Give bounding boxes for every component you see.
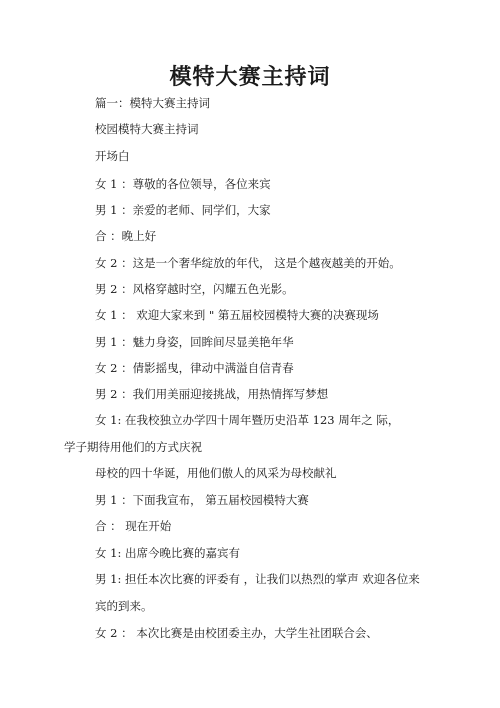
text-line: 男 1 ：魅力身姿，回眸间尽显美艳年华 bbox=[95, 335, 294, 349]
text-line: 女 1: 出席今晚比赛的嘉宾有 bbox=[95, 546, 241, 560]
text-line: 开场白 bbox=[95, 149, 130, 163]
text-line: 篇一：模特大赛主持词 bbox=[95, 96, 210, 110]
text-line: 女 1 ：尊敬的各位领导，各位来宾 bbox=[95, 177, 271, 191]
text-line: 学子期待用他们的方式庆祝 bbox=[64, 440, 202, 454]
text-line: 男 2 ：我们用美丽迎接挑战，用热情挥写梦想 bbox=[95, 387, 329, 401]
document-title: 模特大赛主持词 bbox=[169, 65, 331, 90]
text-line: 母校的四十华诞，用他们傲人的风采为母校献礼 bbox=[95, 466, 337, 480]
text-line: 宾的到来。 bbox=[95, 599, 153, 613]
text-line: 男 2 ：风格穿越时空，闪耀五色光影。 bbox=[95, 282, 294, 296]
text-line: 合 ：晚上好 bbox=[95, 229, 157, 243]
text-line: 女 1 ： 欢迎大家来到 " 第五届校园模特大赛的决赛现场 bbox=[95, 308, 379, 322]
text-line: 男 1 ：亲爱的老师、同学们，大家 bbox=[95, 203, 271, 217]
text-line: 男 1 ：下面我宣布， 第五届校园模特大赛 bbox=[95, 493, 309, 507]
text-line: 校园模特大赛主持词 bbox=[95, 122, 199, 136]
text-line: 女 2 ：倩影摇曳，律动中满溢自信青春 bbox=[95, 361, 294, 375]
text-line: 合 ： 现在开始 bbox=[95, 519, 172, 533]
text-line: 男 1: 担任本次比赛的评委有 ，让我们以热烈的掌声 欢迎各位来 bbox=[95, 572, 420, 586]
text-line: 女 2 ：这是一个奢华绽放的年代， 这是个越夜越美的开始。 bbox=[95, 256, 401, 270]
text-line: 女 2 ： 本次比赛是由校团委主办，大学生社团联合会、 bbox=[95, 626, 378, 640]
text-line: 女 1: 在我校独立办学四十周年暨历史沿革 123 周年之 际， bbox=[95, 413, 400, 427]
